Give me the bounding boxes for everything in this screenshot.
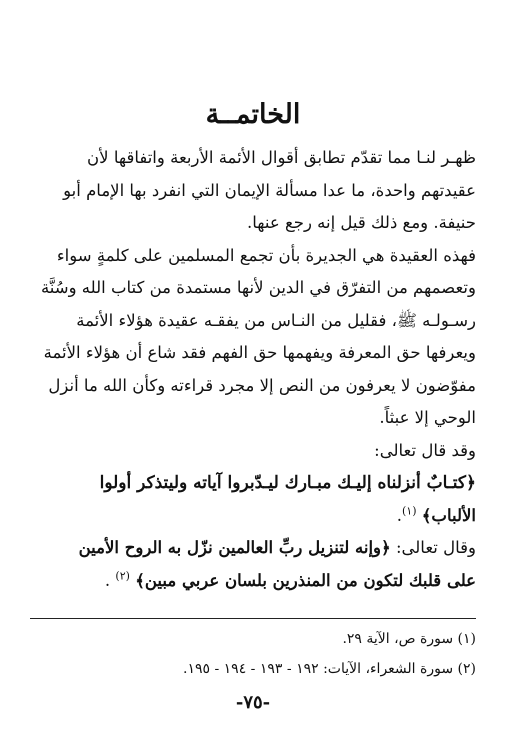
- quote-2-tail: .: [104, 570, 111, 590]
- quote-2-line-1-wrap: [30, 532, 476, 565]
- quote-2-line-2: على قلبك لتكون من المنذرين بلسان عربي مبين﴾: [135, 570, 476, 590]
- footnote-2: (٢) سورة الشعراء، الآيات: ١٩٢ - ١٩٣ - ١٩٤ - ١٩٥.: [183, 661, 476, 677]
- footnote-divider: [30, 618, 476, 619]
- footnote-1: (١) سورة ص، الآية ٢٩.: [342, 631, 476, 647]
- quote-1-line-2-wrap: [30, 500, 476, 533]
- paragraph-2-line-3: رسـولـه ﷺ، فقليل من النـاس من يفقـه عقيدة هؤلاء الأئمة: [76, 310, 476, 330]
- quote-1-intro: وقد قال تعالى:: [374, 440, 476, 460]
- quote-2-line-1: ﴿وإنه لتنزيل ربِّ العالمين نزّل به الروح الأمين: [78, 538, 391, 557]
- footnote-ref-2: (٢): [115, 569, 130, 582]
- quote-2-line-2-wrap: [30, 565, 476, 598]
- paragraph-2-line-4: ويعرفها حق المعرفة ويفهمها حق الفهم فقد شاع أن هؤلاء الأئمة: [43, 343, 476, 362]
- page-number: -٧٥-: [235, 692, 271, 713]
- footnote-ref-1: (١): [402, 504, 417, 517]
- body-text: [30, 142, 476, 597]
- quote-1-line-2: الألباب﴾: [421, 505, 476, 525]
- quote-2-intro: وقال تعالى:: [395, 538, 476, 557]
- paragraph-2-line-5: مفوّضون لا يعرفون من النص إلا مجرد قراءته وكأن الله ما أنزل: [48, 375, 476, 395]
- footnotes: [30, 624, 476, 684]
- paragraph-1-line-3: حنيفة. ومع ذلك قيل إنه رجع عنها.: [247, 213, 476, 232]
- paragraph-2-line-2: وتعصمهم من التفرّق في الدين لأنها مستمدة من كتاب الله وسُنَّة: [40, 278, 476, 297]
- quote-1-tail: .: [396, 505, 402, 525]
- paragraph-2-line-1: فهذه العقيدة هي الجديرة بأن تجمع المسلمين على كلمةٍ سواء: [56, 245, 476, 265]
- paragraph-1-line-1: ظهـر لنـا مما تقدّم تطابق أقوال الأئمة الأربعة واتفاقها لأن: [87, 148, 476, 167]
- paragraph-1-line-2: عقيدتهم واحدة، ما عدا مسألة الإيمان التي انفرد بها الإمام أبو: [63, 180, 476, 200]
- paragraph-2-line-6: الوحي إلا عبثاً.: [379, 408, 476, 427]
- quote-1-line-1: ﴿كتـابٌ أنزلناه إليـك مبـارك ليـدّبروا آياته وليتذكر أولوا: [99, 473, 476, 493]
- chapter-title: الخاتمــة: [205, 99, 301, 130]
